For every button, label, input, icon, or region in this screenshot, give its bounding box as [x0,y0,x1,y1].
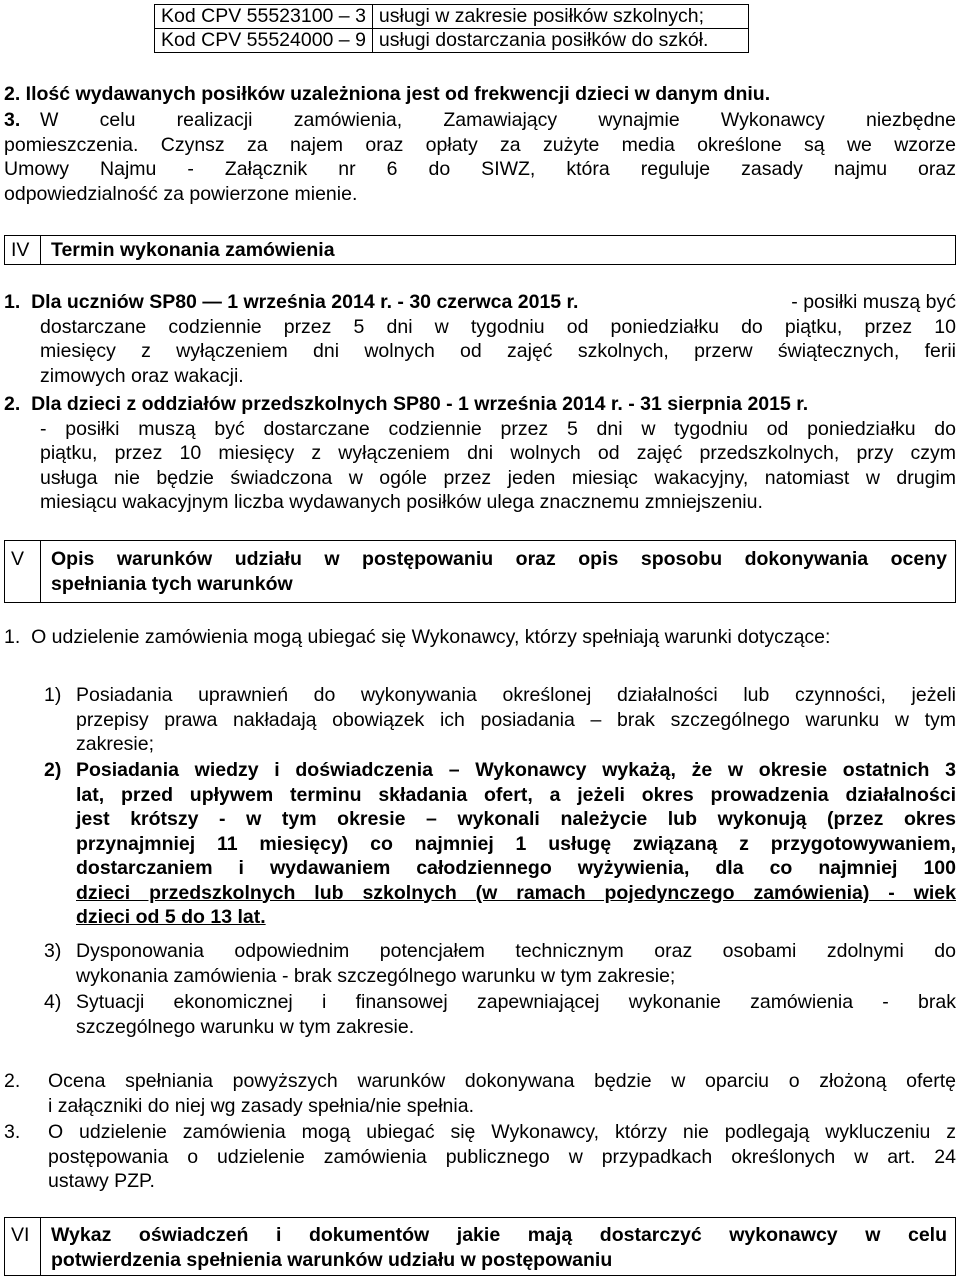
text-line: W celu realizacji zamówienia, Zamawiający wynajmie Wykonawcy niezbędne [40,109,956,131]
text-line: wykonania zamówienia - brak szczególnego warunku w tym zakresie; [76,964,676,987]
text-line: spełniania tych warunków [51,572,293,595]
condition-number: 1) [44,684,62,706]
cpv-table [154,4,749,53]
text-line: Dysponowania odpowiednim potencjałem technicznym oraz osobami zdolnymi do [76,940,956,962]
cpv-desc: usługi w zakresie posiłków szkolnych; [372,5,748,29]
paragraph-3 [4,108,956,205]
cpv-code: Kod CPV 55523100 – 3 [155,5,373,29]
paragraph-number: 2. [4,1070,21,1092]
text-line: piątku, przez 10 miesięcy z wyłączeniem dni wolnych od zajęć przedszkolnych, przy czym [40,442,956,464]
condition-number: 3) [44,940,62,962]
table-row [155,29,749,53]
condition-3 [44,939,956,988]
text-line: przynajmniej 11 miesięcy) co najmniej 1 usługę związaną z przygotowywaniem, [76,832,956,855]
section-number: V [5,541,41,602]
text-line: szczególnego warunku w tym zakresie. [76,1015,415,1038]
text-line: dzieci przedszkolnych lub szkolnych (w ramach pojedynczego zamówienia) - wiek [76,881,956,904]
paragraph-v-1: 1. O udzielenie zamówienia mogą ubiegać się Wykonawcy, którzy spełniają warunki dotyczące: [4,626,831,648]
condition-4 [44,990,956,1039]
table-row [155,5,749,29]
text-line: zimowych oraz wakacji. [40,364,244,387]
condition-2 [44,758,956,930]
term-item-1 [4,290,956,388]
text-line: Opis warunków udziału w postępowaniu oraz opis sposobu dokonywania oceny [51,548,947,570]
text-line: miesięcy z wyłączeniem dni wolnych od zajęć szkolnych, przerw świątecznych, ferii [40,340,956,362]
condition-number: 2) [44,759,62,781]
section-number: IV [5,236,41,264]
text-line: jest krótszy - w tym okresie – wykonali należycie lub wykonują (przez okres [76,808,956,830]
term-item-2-lead: 2. Dla dzieci z oddziałów przedszkolnych SP80 - 1 września 2014 r. - 31 sierpnia 2015 r. [4,393,809,415]
cpv-code: Kod CPV 55524000 – 9 [155,29,373,53]
text-line: zakresie; [76,733,155,755]
text-line: pomieszczenia. Czynsz za najem oraz opłaty za zużyte media określone są we wzorze [4,133,956,156]
paragraph-2: 2. Ilość wydawanych posiłków uzależniona jest od frekwencji dzieci w danym dniu. [4,83,771,105]
text-line: Posiadania uprawnień do wykonywania określonej działalności lub czynności, jeżeli [76,684,956,706]
condition-number: 4) [44,991,62,1013]
term-item-1-lead: 1. Dla uczniów SP80 — 1 września 2014 r. - 30 czerwca 2015 r. [4,291,579,313]
section-title [51,547,947,596]
section-vi-header [4,1217,956,1276]
text-line: Posiadania wiedzy i doświadczenia – Wykonawcy wykażą, że w okresie ostatnich 3 [76,759,956,781]
text-line: odpowiedzialność za powierzone mienie. [4,182,358,205]
term-item-1-tail: - posiłki muszą być [791,291,956,313]
section-number: VI [5,1218,41,1275]
paragraph-v-3 [4,1120,956,1194]
section-title: Termin wykonania zamówienia [51,239,335,261]
section-title [51,1223,947,1272]
text-line: dostarczaniem i wydawaniem całodziennego wyżywienia, dla co najmniej 100 [76,857,956,879]
text-line: postępowania o udzielenie zamówienia publicznego w przypadkach określonych w art. 24 [48,1145,956,1168]
text-line: potwierdzenia spełnienia warunków udziału w postępowaniu [51,1248,613,1271]
text-line: Umowy Najmu - Załącznik nr 6 do SIWZ, która reguluje zasady najmu oraz [4,158,956,180]
text-line: miesiącu wakacyjnym liczba wydawanych posiłków ulega znacznemu zmniejszeniu. [40,491,763,513]
text-line: Ocena spełniania powyższych warunków dokonywana będzie w oparciu o złożoną ofertę [48,1070,956,1092]
paragraph-number: 3. [4,1121,21,1143]
text-line: dostarczane codziennie przez 5 dni w tygodniu od poniedziałku do piątku, przez 10 [40,315,956,338]
paragraph-3-number: 3. [4,109,21,131]
cpv-desc: usługi dostarczania posiłków do szkół. [372,29,748,53]
term-item-2 [4,392,956,515]
text-line: usługa nie będzie świadczona w ogóle przez jeden miesiąc wakacyjny, natomiast w drugim [40,466,956,489]
text-line: dzieci od 5 do 13 lat. [76,906,266,928]
section-iv-header [4,235,956,265]
paragraph-v-2 [4,1069,956,1118]
text-line: przepisy prawa nakładają obowiązek ich posiadania – brak szczególnego warunku w tym [76,708,956,731]
text-line: O udzielenie zamówienia mogą ubiegać się Wykonawcy, którzy nie podlegają wykluczeniu z [48,1121,956,1143]
text-line: - posiłki muszą być dostarczane codziennie przez 5 dni w tygodniu od poniedziałku do [40,417,956,440]
text-line: lat, przed upływem terminu składania ofert, a jeżeli okres prowadzenia działalności [76,783,956,806]
text-line: Wykaz oświadczeń i dokumentów jakie mają dostarczyć wykonawcy w celu [51,1224,947,1246]
text-line: Sytuacji ekonomicznej i finansowej zapewniającej wykonanie zamówienia - brak [76,991,956,1013]
section-v-header [4,540,956,603]
text-line: i załączniki do niej wg zasady spełnia/nie spełnia. [48,1094,474,1117]
text-line: ustawy PZP. [48,1170,155,1192]
condition-1 [44,683,956,757]
